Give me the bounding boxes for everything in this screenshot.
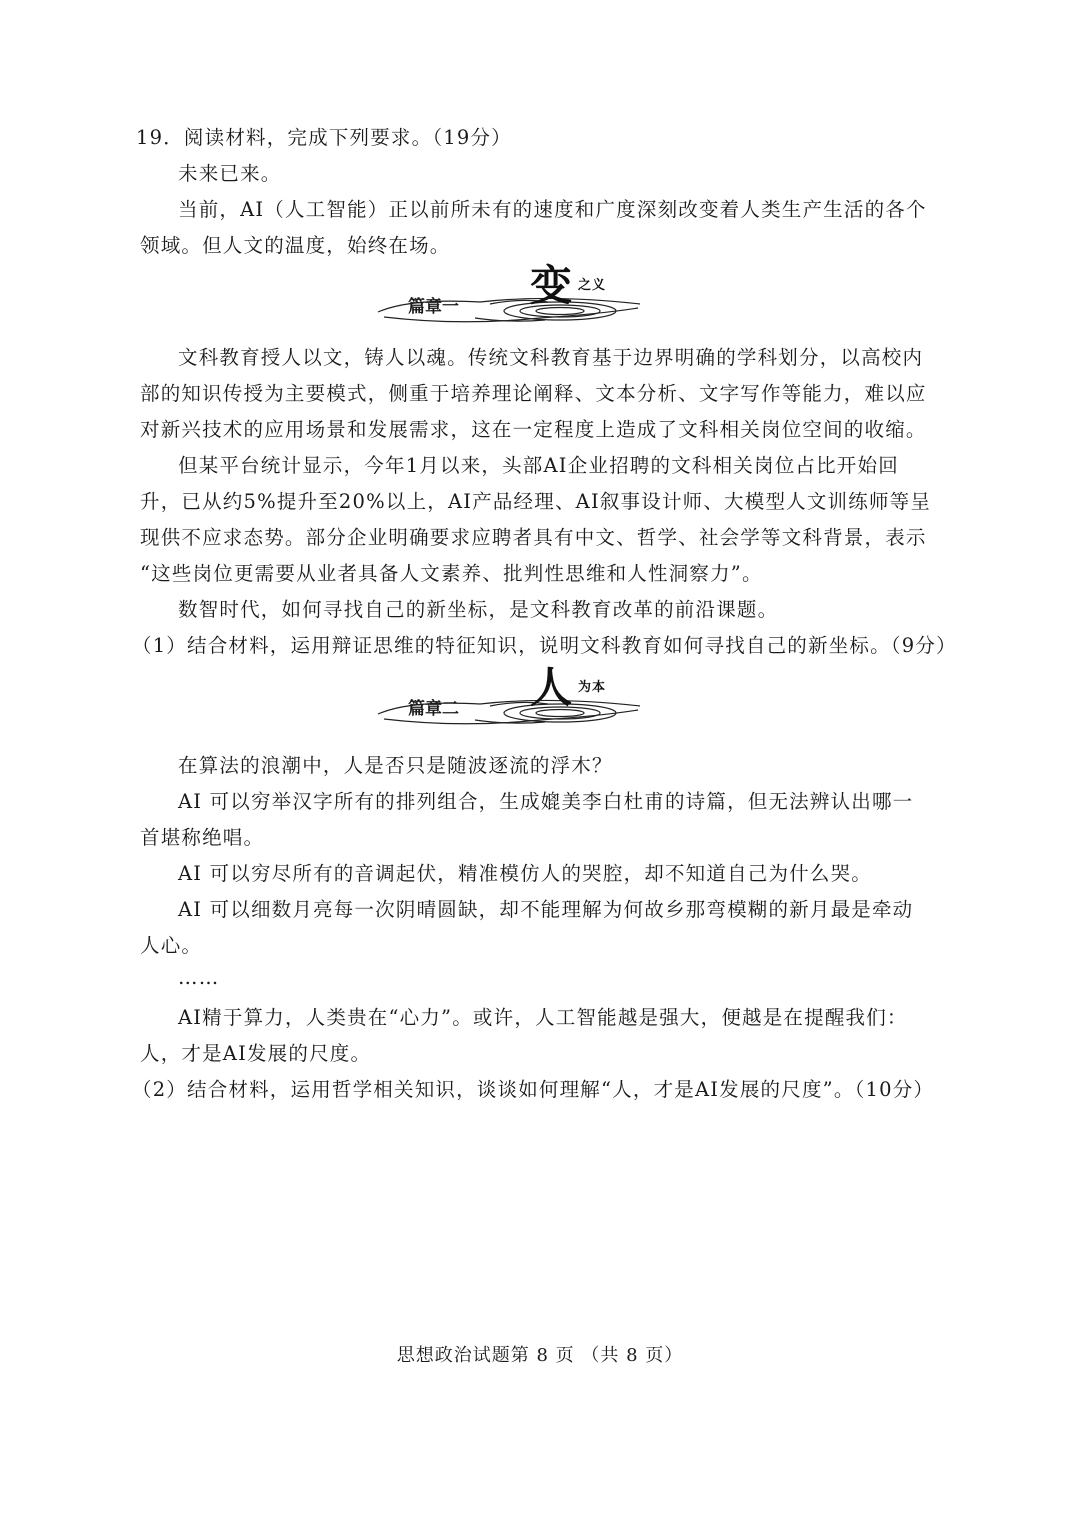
intro-line-1: 未来已来。 (178, 162, 282, 185)
ch2-para-line: AI 可以穷举汉字所有的排列组合，生成媲美李白杜甫的诗篇，但无法辨认出哪一 (178, 790, 914, 813)
ch2-para-line: 首堪称绝唱。 (140, 826, 265, 849)
sub-question-2: （2）结合材料，运用哲学相关知识，谈谈如何理解“人，才是AI发展的尺度”。（10分） (132, 1078, 935, 1101)
ch1-para-line: 对新兴技术的应用场景和发展需求，这在一定程度上造成了文科相关岗位空间的收缩。 (140, 418, 927, 441)
ch2-para-line: …… (178, 966, 220, 989)
ch1-para-line: 现供不应求态势。部分企业明确要求应聘者具有中文、哲学、社会学等文科背景，表示 (140, 526, 927, 549)
ch1-para-line: 部的知识传授为主要模式，侧重于培养理论阐释、文本分析、文字写作等能力，难以应 (140, 382, 927, 405)
chapter2-big-char: 人 (530, 663, 573, 712)
chapter2-banner (370, 663, 650, 726)
ch2-para-line: 人心。 (140, 934, 203, 957)
sub-question-1: （1）结合材料，运用辩证思维的特征知识，说明文科教育如何寻找自己的新坐标。（9分） (132, 634, 957, 657)
chapter2-tag: 篇章二 (408, 699, 459, 719)
ch2-para-line: AI 可以细数月亮每一次阴晴圆缺，却不能理解为何故乡那弯模糊的新月最是牵动 (178, 898, 914, 921)
ch2-para-line: AI 可以穷尽所有的音调起伏，精准模仿人的哭腔，却不知道自己为什么哭。 (178, 862, 872, 885)
chapter1-tag: 篇章一 (408, 297, 459, 317)
ch1-para-line: 但某平台统计显示，今年1月以来，头部AI企业招聘的文科相关岗位占比开始回 (178, 454, 899, 477)
chapter1-banner (370, 261, 650, 324)
ch2-para-line: 在算法的浪潮中，人是否只是随波逐流的浮木？ (178, 754, 613, 777)
ch1-para-line: “这些岗位更需要从业者具备人文素养、批判性思维和人性洞察力”。 (140, 562, 763, 585)
question-heading: 19．阅读材料，完成下列要求。（19分） (136, 126, 512, 149)
chapter1-small-text: 之义 (578, 278, 607, 293)
intro-line-2: 当前，AI（人工智能）正以前所未有的速度和广度深刻改变着人类生产生活的各个 (178, 198, 927, 221)
ch2-para-line: AI精于算力，人类贵在“心力”。或许，人工智能越是强大，便越是在提醒我们： (178, 1006, 908, 1029)
chapter2-small-text: 为本 (578, 680, 607, 695)
ch2-para-line: 人，才是AI发展的尺度。 (140, 1042, 372, 1065)
ch1-para-line: 升，已从约5%提升至20%以上，AI产品经理、AI叙事设计师、大模型人文训练师等呈 (140, 490, 932, 513)
intro-line-3: 领域。但人文的温度，始终在场。 (140, 234, 451, 257)
chapter1-big-char: 变 (530, 261, 573, 310)
ch1-para-line: 文科教育授人以文，铸人以魂。传统文科教育基于边界明确的学科划分，以高校内 (178, 346, 924, 369)
page-footer: 思想政治试题第 8 页 （共 8 页） (396, 1345, 684, 1366)
ch1-para-line: 数智时代，如何寻找自己的新坐标，是文科教育改革的前沿课题。 (178, 598, 779, 621)
